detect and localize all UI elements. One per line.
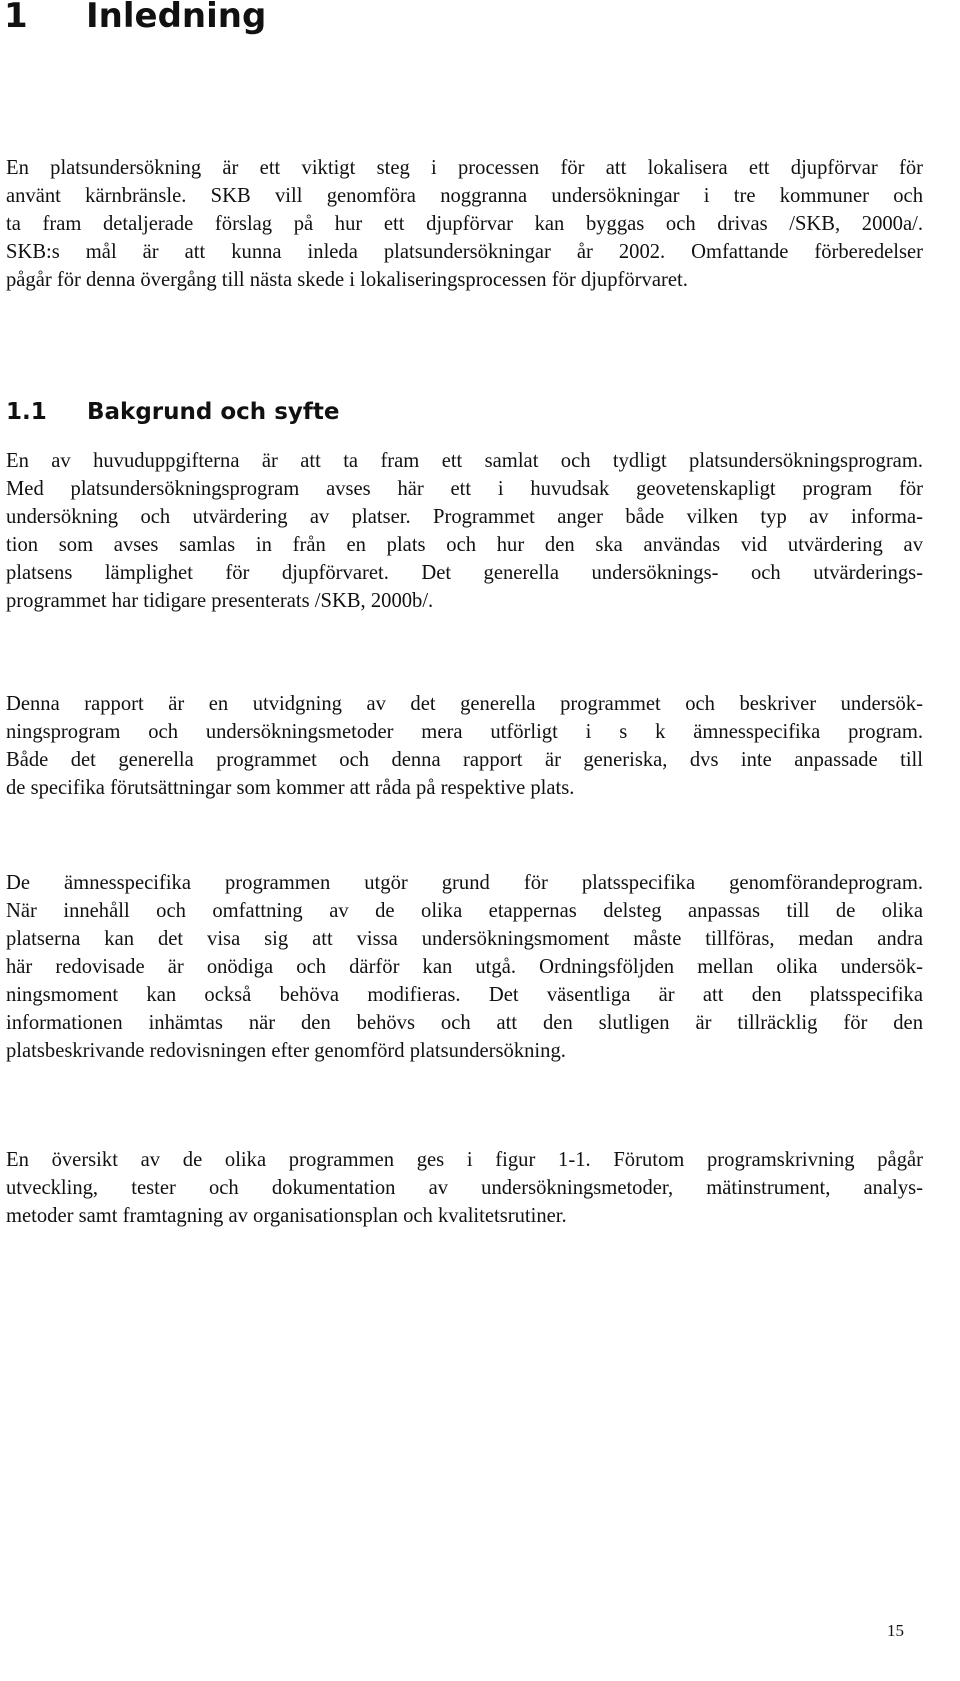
page-number: 15 <box>887 1621 904 1640</box>
paragraph-line: ningsprogram och undersökningsmetoder mera utförligt i s k ämnesspecifika program. <box>6 721 923 743</box>
paragraph-line: De ämnesspecifika programmen utgör grund för platsspecifika genomförandeprogram. <box>6 872 923 894</box>
paragraph-line: ta fram detaljerade förslag på hur ett djupförvar kan byggas och drivas /SKB, 2000a/. <box>6 213 923 235</box>
paragraph-line: Både det generella programmet och denna rapport är generiska, dvs inte anpassade till <box>6 749 923 771</box>
paragraph-line: Med platsundersökningsprogram avses här ett i huvudsak geovetenskapligt program för <box>6 478 923 500</box>
paragraph-line: En platsundersökning är ett viktigt steg i processen för att lokalisera ett djupförvar för <box>6 157 923 179</box>
paragraph-line: ningsmoment kan också behöva modifieras. Det väsentliga är att den platsspecifika <box>6 984 923 1006</box>
intro-paragraph <box>6 154 923 294</box>
section-paragraph <box>6 869 923 1065</box>
paragraph-line: Denna rapport är en utvidgning av det generella programmet och beskriver undersök- <box>6 693 923 715</box>
paragraph-line: de specifika förutsättningar som kommer att råda på respektive plats. <box>6 777 575 799</box>
paragraph-line: programmet har tidigare presenterats /SKB, 2000b/. <box>6 590 434 612</box>
paragraph-line: platserna kan det visa sig att vissa undersökningsmoment måste tillföras, medan andra <box>6 928 923 950</box>
section-paragraph <box>6 447 923 615</box>
paragraph-line: När innehåll och omfattning av de olika etappernas delsteg anpassas till de olika <box>6 900 923 922</box>
paragraph-line: här redovisade är onödiga och därför kan utgå. Ordningsföljden mellan olika undersök- <box>6 956 923 978</box>
paragraph-line: informationen inhämtas när den behövs och att den slutligen är tillräcklig för den <box>6 1012 923 1034</box>
section-number: 1.1 <box>6 399 47 425</box>
paragraph-line: En av huvuduppgifterna är att ta fram ett samlat och tydligt platsundersökningsprogram. <box>6 450 923 472</box>
section-heading <box>6 392 339 432</box>
paragraph-line: undersökning och utvärdering av platser. Programmet anger både vilken typ av informa- <box>6 506 923 528</box>
section-paragraph <box>6 1146 923 1230</box>
paragraph-line: metoder samt framtagning av organisationsplan och kvalitetsrutiner. <box>6 1205 567 1227</box>
paragraph-line: platsbeskrivande redovisningen efter genomförd platsundersökning. <box>6 1040 566 1062</box>
paragraph-line: utveckling, tester och dokumentation av undersökningsmetoder, mätinstrument, analys- <box>6 1177 923 1199</box>
paragraph-line: använt kärnbränsle. SKB vill genomföra noggranna undersökningar i tre kommuner och <box>6 185 923 207</box>
chapter-title: Inledning <box>86 0 267 36</box>
chapter-number: 1 <box>4 0 28 36</box>
paragraph-line: pågår för denna övergång till nästa skede i lokaliseringsprocessen för djupförvaret. <box>6 269 688 291</box>
paragraph-line: tion som avses samlas in från en plats och hur den ska användas vid utvärdering av <box>6 534 923 556</box>
paragraph-line: SKB:s mål är att kunna inleda platsundersökningar år 2002. Omfattande förberedelser <box>6 241 923 263</box>
section-title: Bakgrund och syfte <box>87 399 340 425</box>
section-paragraph <box>6 690 923 802</box>
paragraph-line: En översikt av de olika programmen ges i figur 1-1. Förutom programskrivning pågår <box>6 1149 923 1171</box>
paragraph-line: platsens lämplighet för djupförvaret. Det generella undersöknings- och utvärderings- <box>6 562 923 584</box>
chapter-heading <box>4 0 266 40</box>
